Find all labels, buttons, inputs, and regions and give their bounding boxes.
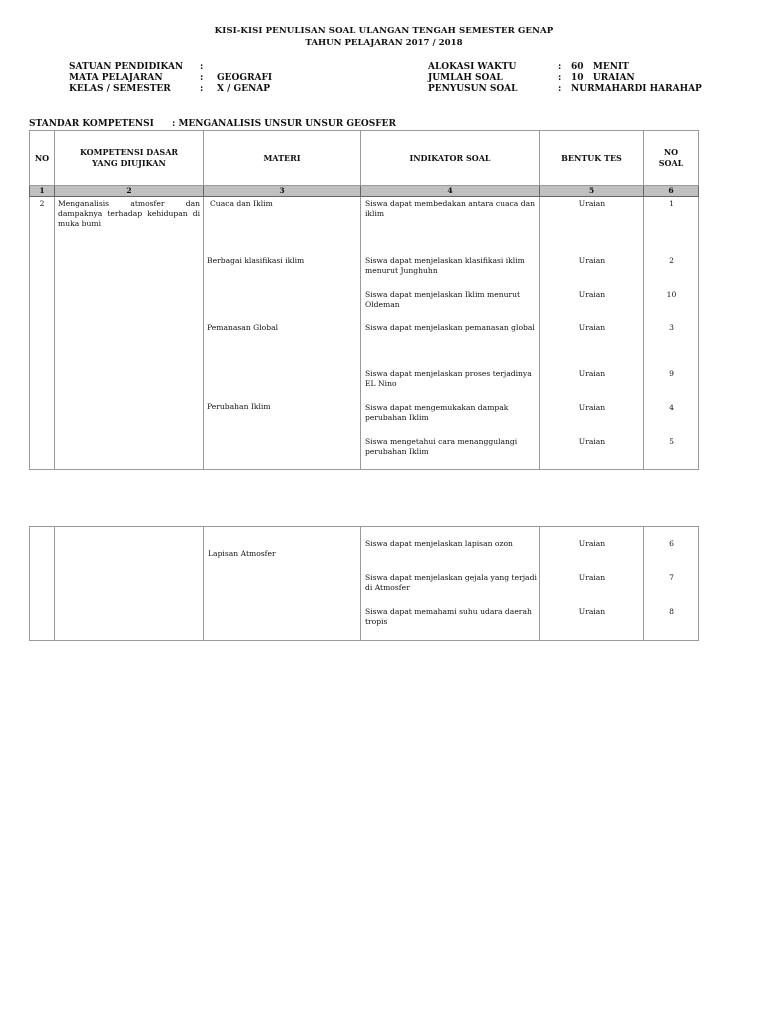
bentuk-tes-item: Uraian <box>578 256 606 265</box>
materi-item: Cuaca dan Iklim <box>210 199 273 208</box>
no-soal-item: 7 <box>669 573 674 582</box>
info-value: 10 URAIAN <box>571 73 635 83</box>
bentuk-tes-cell <box>540 527 644 641</box>
indikator-item: Siswa dapat menjelaskan gejala yang terjadi di Atmosfer <box>365 573 537 592</box>
sk-value: : MENGANALISIS UNSUR UNSUR GEOSFER <box>172 119 396 129</box>
info-colon: : <box>200 73 204 83</box>
bentuk-tes-item: Uraian <box>578 573 606 582</box>
info-value: X / GENAP <box>217 84 271 94</box>
info-colon: : <box>558 73 562 83</box>
bentuk-tes-item: Uraian <box>578 199 606 208</box>
no-soal-cell <box>644 197 699 470</box>
indikator-item: Siswa dapat mengemukakan dampak perubahan Iklim <box>365 403 509 422</box>
materi-item: Berbagai klasifikasi iklim <box>207 256 305 265</box>
info-label: KELAS / SEMESTER <box>69 84 171 94</box>
no-soal-item: 3 <box>669 323 674 332</box>
kisi-kisi-table <box>29 130 699 470</box>
info-value: GEOGRAFI <box>217 73 273 83</box>
materi-item: Pemanasan Global <box>207 323 279 332</box>
info-row-jumlah-soal <box>428 73 728 84</box>
info-row-alokasi-waktu <box>428 62 728 73</box>
bentuk-tes-item: Uraian <box>578 290 606 299</box>
info-colon: : <box>200 84 204 94</box>
info-row-kelas-semester <box>69 84 309 95</box>
indikator-item: Siswa dapat memahami suhu udara daerah tropis <box>365 607 532 626</box>
indikator-item: Siswa dapat menjelaskan pemanasan global <box>365 323 535 332</box>
info-label: ALOKASI WAKTU <box>428 62 517 72</box>
no-soal-cell <box>644 527 699 641</box>
column-number: 3 <box>204 186 361 197</box>
info-colon: : <box>200 62 204 72</box>
header-bentuk-tes: BENTUK TES <box>540 131 644 186</box>
no-soal-item: 9 <box>669 369 674 378</box>
no-soal-item: 6 <box>669 539 674 548</box>
column-number: 6 <box>644 186 699 197</box>
column-number: 5 <box>540 186 644 197</box>
bentuk-tes-item: Uraian <box>578 437 606 446</box>
bentuk-tes-item: Uraian <box>578 539 606 548</box>
info-label: PENYUSUN SOAL <box>428 84 518 94</box>
info-label: SATUAN PENDIDIKAN <box>69 62 184 72</box>
kisi-kisi-table-continued <box>29 526 699 641</box>
table-row <box>30 197 699 470</box>
indikator-item: Siswa dapat menjelaskan Iklim menurut Oldeman <box>365 290 521 309</box>
indikator-item: Siswa dapat menjelaskan lapisan ozon <box>365 539 513 548</box>
header-no: NO <box>30 131 55 186</box>
column-number-row <box>30 186 699 197</box>
info-label: JUMLAH SOAL <box>428 73 503 83</box>
bentuk-tes-item: Uraian <box>578 607 606 616</box>
info-row-satuan-pendidikan <box>69 62 309 73</box>
info-right-block <box>428 62 728 96</box>
materi-item: Lapisan Atmosfer <box>208 549 276 558</box>
header-kompetensi: KOMPETENSI DASAR YANG DIUJIKAN <box>55 131 204 186</box>
info-value: NURMAHARDI HARAHAP <box>571 84 702 94</box>
indikator-cell <box>361 527 540 641</box>
no-soal-item: 5 <box>669 437 674 446</box>
sk-label: STANDAR KOMPETENSI <box>29 119 154 129</box>
no-soal-item: 1 <box>669 199 674 208</box>
no-soal-item: 10 <box>666 290 677 299</box>
indikator-item: Siswa dapat menjelaskan proses terjadinya EL Nino <box>365 369 532 388</box>
info-left-block <box>69 62 309 96</box>
bentuk-tes-item: Uraian <box>578 403 606 412</box>
info-colon: : <box>558 62 562 72</box>
info-value: 60 MENIT <box>571 62 629 72</box>
no-soal-item: 8 <box>669 607 674 616</box>
table-row <box>30 527 699 641</box>
indikator-item: Siswa dapat menjelaskan klasifikasi iklim menurut Junghuhn <box>365 256 525 275</box>
materi-cell <box>204 197 361 470</box>
header-no-soal: NO SOAL <box>644 131 699 186</box>
indikator-cell <box>361 197 540 470</box>
document-title: KISI-KISI PENULISAN SOAL ULANGAN TENGAH SEMESTER GENAP <box>214 26 554 36</box>
column-number: 4 <box>361 186 540 197</box>
no-soal-item: 4 <box>669 403 674 412</box>
row-no <box>30 527 55 641</box>
bentuk-tes-item: Uraian <box>578 369 606 378</box>
no-soal-item: 2 <box>669 256 674 265</box>
kompetensi-dasar: Menganalisis atmosfer dan dampaknya terhadap kehidupan di muka bumi <box>55 197 204 470</box>
bentuk-tes-item: Uraian <box>578 323 606 332</box>
table-header-row <box>30 131 699 186</box>
materi-item: Perubahan Iklim <box>207 402 271 411</box>
info-colon: : <box>558 84 562 94</box>
indikator-item: Siswa mengetahui cara menanggulangi perubahan Iklim <box>365 437 518 456</box>
column-number: 1 <box>30 186 55 197</box>
document-subtitle: TAHUN PELAJARAN 2017 / 2018 <box>305 38 463 48</box>
column-number: 2 <box>55 186 204 197</box>
row-no: 2 <box>30 197 55 470</box>
standar-kompetensi <box>29 119 396 129</box>
header-materi: MATERI <box>204 131 361 186</box>
indikator-item: Siswa dapat membedakan antara cuaca dan iklim <box>365 199 535 218</box>
bentuk-tes-cell <box>540 197 644 470</box>
kompetensi-dasar <box>55 527 204 641</box>
info-row-penyusun-soal <box>428 84 728 95</box>
header-indikator: INDIKATOR SOAL <box>361 131 540 186</box>
info-label: MATA PELAJARAN <box>69 73 163 83</box>
materi-cell <box>204 527 361 641</box>
info-row-mata-pelajaran <box>69 73 309 84</box>
